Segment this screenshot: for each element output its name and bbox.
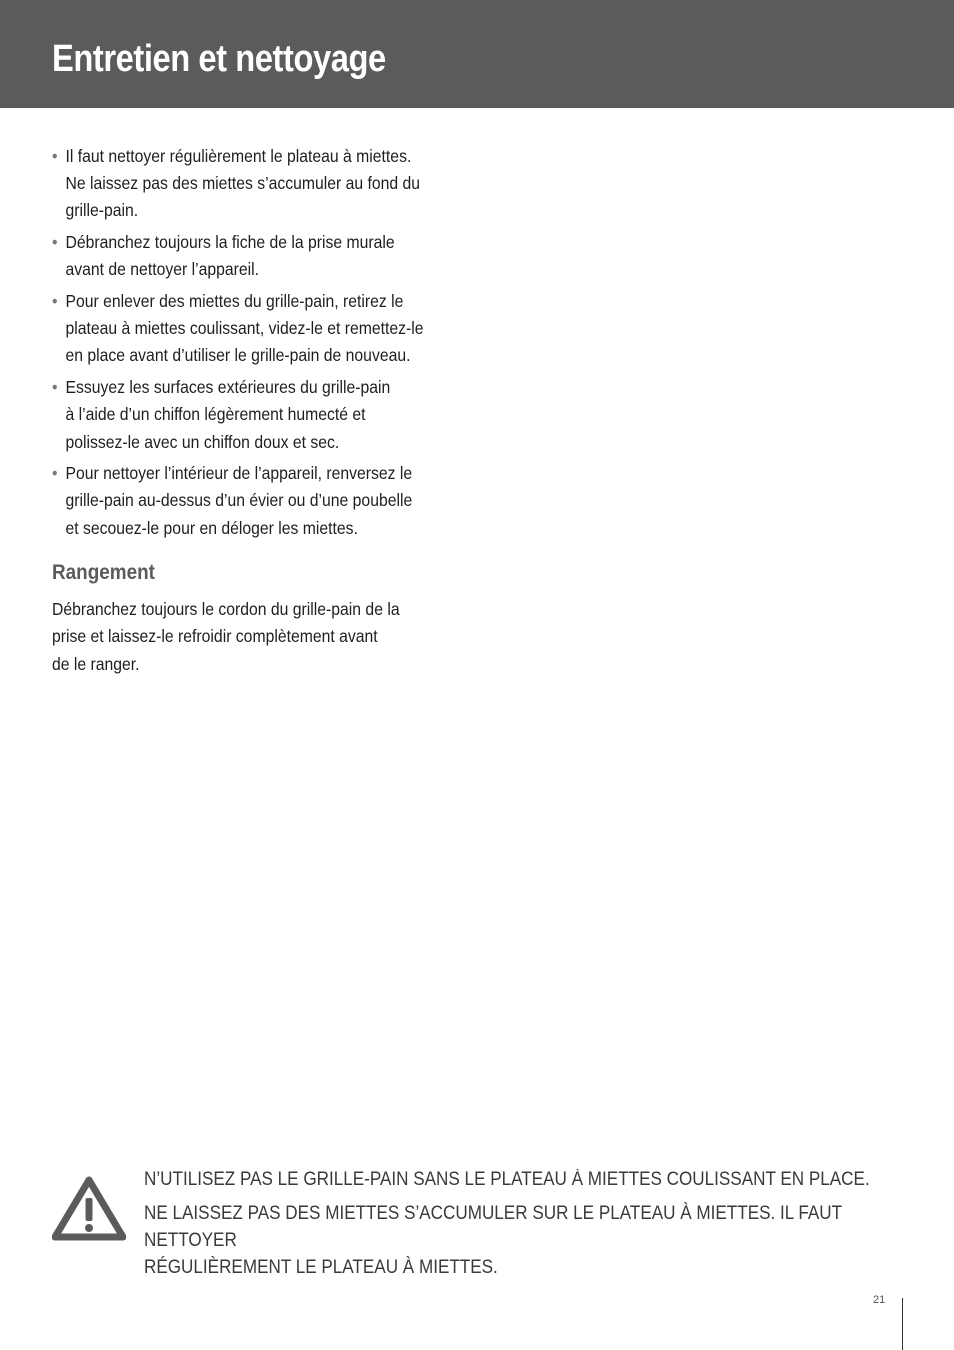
page-title: Entretien et nettoyage [52,38,386,80]
storage-heading: Rangement [52,560,155,584]
bullet-marker: • [52,377,58,398]
list-item [52,460,430,542]
warning-box [52,1166,912,1278]
list-item [52,143,430,225]
bullet-marker: • [52,232,58,253]
page-number-rule [902,1298,903,1350]
list-item-text: Il faut nettoyer régulièrement le plateau à miettes. Ne laissez pas des miettes s’accumuler au fond du grille-pain. [65,146,421,221]
list-item-text: Essuyez les surfaces extérieures du grille-pain à l’aide d’un chiffon légèrement humecté et polissez-le avec un chiffon doux et sec. [65,377,391,452]
list-item-text: Pour enlever des miettes du grille-pain, retirez le plateau à miettes coulissant, videz-le et remettez-le en place avant d’utiliser le grille-pain de nouveau. [65,291,424,366]
bullet-marker: • [52,291,58,312]
bullet-marker: • [52,146,58,166]
page-header [0,0,954,108]
warning-line-2: NE LAISSEZ PAS DES MIETTES S’ACCUMULER SUR LE PLATEAU À MIETTES. IL FAUT NETTOYER RÉGULIÈREMENT LE PLATEAU À MIETTES. [144,1203,842,1278]
list-item [52,374,430,456]
warning-text [144,1166,909,1288]
list-item-text: Débranchez toujours la fiche de la prise murale avant de nettoyer l’appareil. [65,232,395,280]
warning-triangle-icon [52,1176,126,1242]
list-item [52,288,430,370]
page-number: 21 [873,1294,886,1306]
list-item-text: Pour nettoyer l’intérieur de l’appareil, renversez le grille-pain au-dessus d’un évier ou d’une poubelle et secouez-le pour en déloger les miettes. [65,463,413,538]
main-content [52,143,472,678]
cleaning-instructions-list [52,143,472,542]
bullet-marker: • [52,463,58,484]
warning-line-1: N’UTILISEZ PAS LE GRILLE-PAIN SANS LE PLATEAU À MIETTES COULISSANT EN PLACE. [144,1169,870,1190]
list-item [52,229,430,283]
storage-paragraph: Débranchez toujours le cordon du grille-pain de la prise et laissez-le refroidir complètement avant de le ranger. [52,598,400,674]
